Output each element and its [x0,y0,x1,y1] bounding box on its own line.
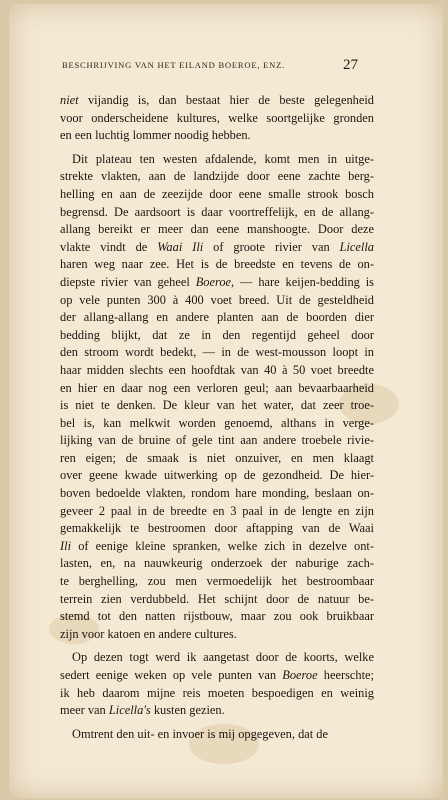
text-line: en een luchtig lommer noodig hebben. [60,128,251,143]
text-line: meer van Licella's kusten gezien. [60,703,225,718]
text-line: stemd tot den natten rijstbouw, maar zou ook bruikbaar [60,609,374,624]
text-line: te berghelling, zou men vermoedelijk het bestroombaar [60,574,374,589]
text-line: Ili of eenige kleine spranken, welke zich in dezelve ont- [60,538,374,553]
text-line: begrensd. De aardsoort is daar voortreffelijk, en de allang- [60,204,374,219]
text-line: op vele punten 300 à 400 voet breed. Uit de gesteldheid [60,292,374,307]
text-line: haar midden slechts een hoofdtak van 40 à 50 voet breedte [60,362,374,377]
text-line: den stroom wordt bedekt, — in de west-mousson loopt in [60,345,374,360]
page-number: 27 [343,57,358,73]
text-line: haren weg naar zee. Het is de breedste en tevens de on- [60,257,374,272]
text-line: ik heb daarom mijne reis moeten bespoedigen en weinig [60,685,374,700]
text-line: voor onderscheidene kultures, welke soortgelijke gronden [60,110,374,125]
text-line: geveer 2 paal in de breedte en 3 paal in de lengte en zijn [60,503,374,518]
text-line: is niet te denken. De kleur van het water, dat zeer troe- [60,398,374,413]
text-line: niet vijandig is, dan bestaat hier de beste gelegenheid [60,93,374,107]
text-line: diepste rivier van geheel Boeroe, — hare keijen-bedding is [60,274,374,289]
text-line: over geene kwade uitwerking op de gezondheid. De hier- [60,468,374,483]
text-line: bel is, kan melkwit worden genoemd, althans in verge- [60,415,374,430]
text-line: helling en aan de zeezijde door eene smalle strook bosch [60,186,374,201]
text-line: ren eigen; de smaak is niet onzuiver, en men klaagt [60,450,374,465]
text-line: Dit plateau ten westen afdalende, komt men in uitge- [72,151,374,166]
text-line: der allang-allang en andere planten aan de boorden dier [60,310,374,325]
text-line: en hier en daar nog een verloren geul; aan bevaarbaarheid [60,380,374,395]
text-line: zijn voor katoen en andere cultures. [60,626,237,641]
text-line: sedert eenige weken op vele punten van Boeroe heerschte; [60,668,374,682]
text-line: lijking van de bruine of gele tint aan andere troebele rivie- [60,433,374,448]
text-line: boven bedoelde vlakten, rondom hare monding, beslaan on- [60,486,374,501]
text-line: Omtrent den uit- en invoer is mij opgegeven, dat de [72,726,329,741]
text-line: lasten, en, na nauwkeurig onderzoek der naburige zach- [60,556,374,571]
text-line: strekte vlakten, aan de landzijde door eene zachte berg- [60,169,374,184]
text-line: terrein zien verdubbeld. Het schijnt door de natuur be- [60,591,374,606]
running-header: BESCHRIJVING VAN HET EILAND BOEROE, ENZ. [62,60,286,70]
text-line: Op dezen togt werd ik aangetast door de koorts, welke [72,650,374,665]
text-line: bedding blijkt, dat ze in den regentijd geheel door [60,327,374,342]
text-line: gemakkelijk te bestroomen door aftapping van de Waai [60,521,374,536]
body-text [60,92,374,743]
text-line: vlakte vindt de Waai Ili of groote rivier van Licella [60,239,375,254]
text-line: allang bereikt er meer dan eene manshoogte. Door deze [60,222,374,237]
